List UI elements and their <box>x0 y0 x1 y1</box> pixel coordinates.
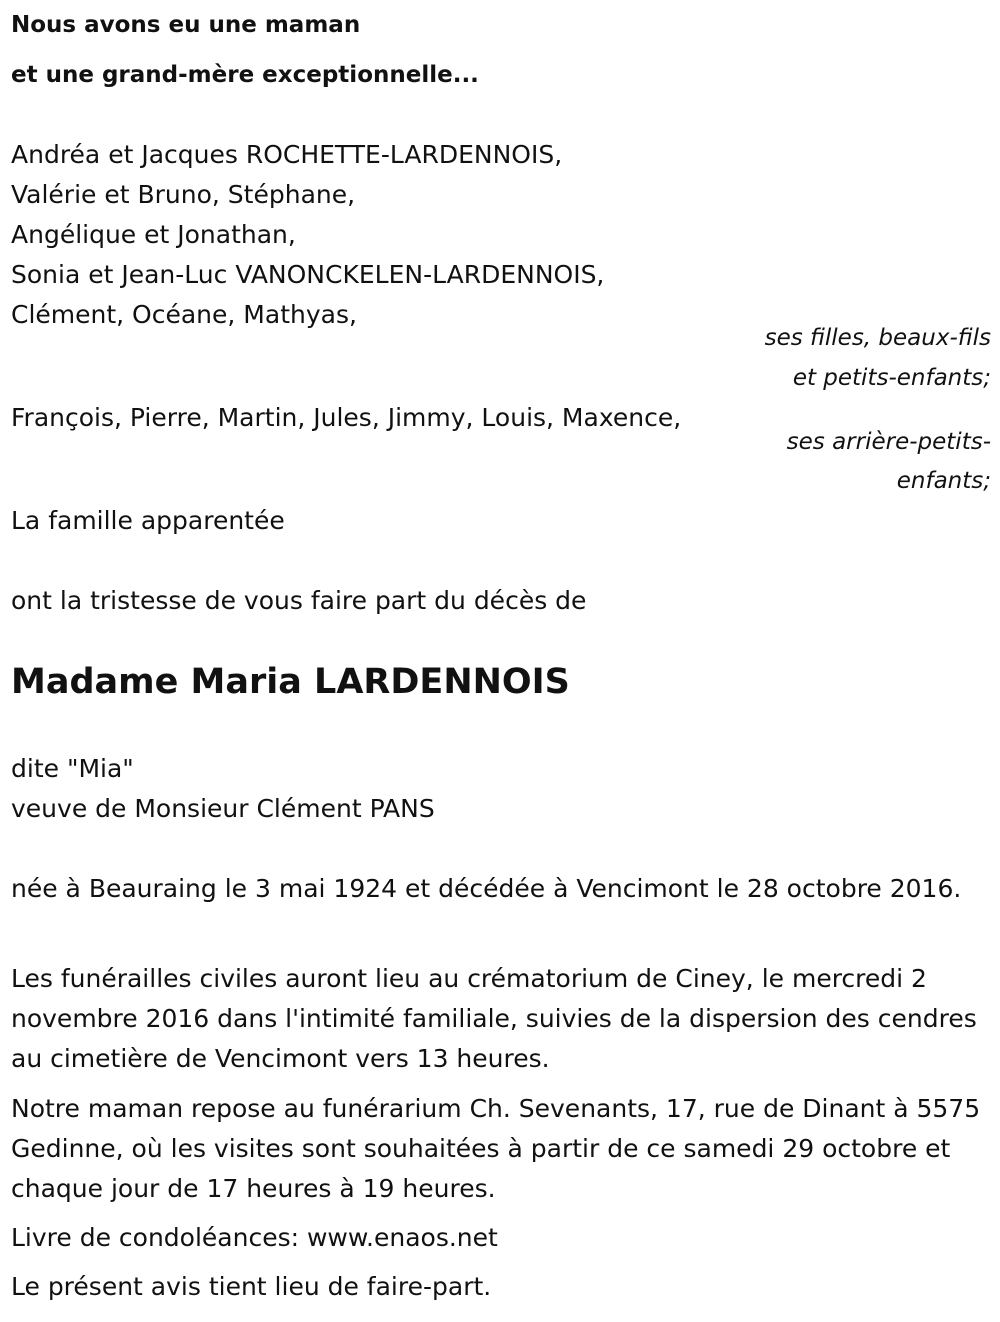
family-line-4: Sonia et Jean-Luc VANONCKELEN-LARDENNOIS, <box>11 260 605 289</box>
deceased-nickname: dite "Mia" <box>11 754 134 783</box>
condolences-line: Livre de condoléances: www.enaos.net <box>11 1223 498 1252</box>
notice-line: Le présent avis tient lieu de faire-part. <box>11 1272 492 1301</box>
family-line-1: Andréa et Jacques ROCHETTE-LARDENNOIS, <box>11 140 563 169</box>
great-grandchildren-relation-line-1: ses arrière-petits- <box>786 429 991 455</box>
extended-family: La famille apparentée <box>11 506 285 535</box>
intro-line-1: Nous avons eu une maman <box>11 12 361 38</box>
visitation-paragraph: Notre maman repose au funérarium Ch. Sevenants, 17, rue de Dinant à 5575 Gedinne, où les visites sont souhaitées à partir de ce samedi 29 octobre et chaque jour de 17 heures à 19 heures. <box>11 1094 981 1203</box>
birth-death-paragraph: née à Beauraing le 3 mai 1924 et décédée à Vencimont le 28 octobre 2016. <box>11 874 962 903</box>
funeral-paragraph: Les funérailles civiles auront lieu au crématorium de Ciney, le mercredi 2 novembre 2016 dans l'intimité familiale, suivies de la dispersion des cendres au cimetière de Vencimont vers 13 heures. <box>11 964 977 1073</box>
deceased-name: Madame Maria LARDENNOIS <box>11 662 570 702</box>
children-relation-line-2: et petits-enfants; <box>792 365 991 391</box>
great-grandchildren-relation-line-2: enfants; <box>896 468 991 494</box>
children-relation-line-1: ses filles, beaux-fils <box>764 325 991 351</box>
family-line-2: Valérie et Bruno, Stéphane, <box>11 180 356 209</box>
family-line-5: Clément, Océane, Mathyas, <box>11 300 357 329</box>
widow-of: veuve de Monsieur Clément PANS <box>11 794 435 823</box>
great-grandchildren-line: François, Pierre, Martin, Jules, Jimmy, Louis, Maxence, <box>11 403 682 432</box>
announcement-text: ont la tristesse de vous faire part du décès de <box>11 586 587 615</box>
intro-line-2: et une grand-mère exceptionnelle... <box>11 62 479 88</box>
family-line-3: Angélique et Jonathan, <box>11 220 296 249</box>
